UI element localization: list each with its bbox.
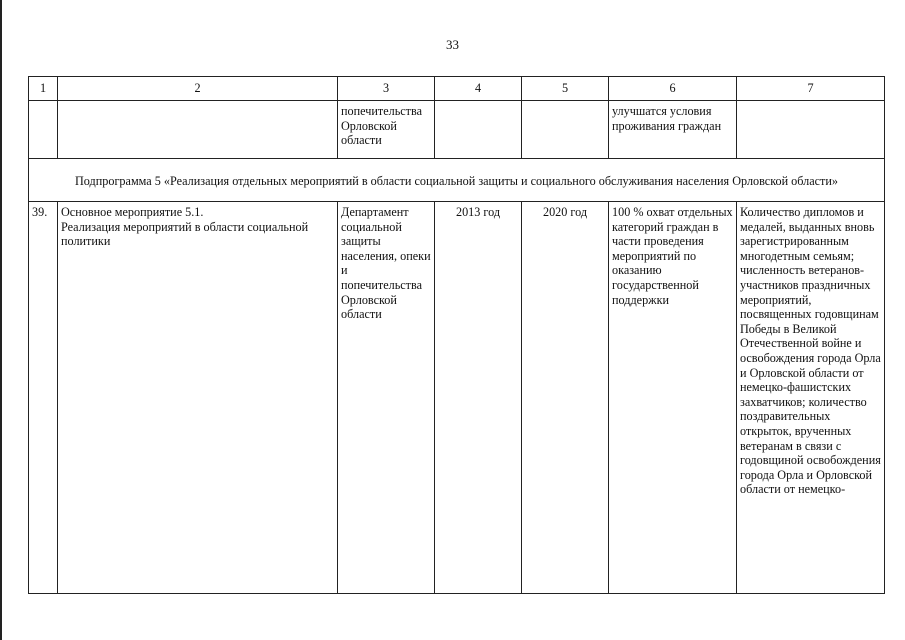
row-executor: Департамент социальной защиты населения, опеки и попечительства Орловской области — [338, 202, 435, 594]
cont-cell-indicators — [737, 101, 885, 159]
table-header-row — [29, 77, 885, 101]
cont-cell-number — [29, 101, 58, 159]
program-table — [28, 76, 885, 594]
header-cell-2: 2 — [58, 77, 338, 101]
cont-cell-end — [522, 101, 609, 159]
row-indicators: Количество дипломов и медалей, выданных вновь зарегистрированным многодетным семьям; численность ветеранов-участников праздничных мероприятий, посвященных годовщинам Победы в Великой Отечественной войне и освобождения города Орла и Орловской области от немецко-фашистских захватчиков; количество поздравительных открыток, врученных ветеранам в связи с годовщиной освобождения города Орла и Орловской области от немецко- — [737, 202, 885, 594]
subprogram-title: Подпрограмма 5 «Реализация отдельных мероприятий в области социальной защиты и социального обслуживания населения Орловской области» — [29, 159, 885, 202]
cont-cell-result: улучшатся условия проживания граждан — [609, 101, 737, 159]
row-number: 39. — [29, 202, 58, 594]
row-start-year: 2013 год — [435, 202, 522, 594]
header-cell-5: 5 — [522, 77, 609, 101]
measure-title: Основное мероприятие 5.1. — [61, 205, 204, 219]
page-left-edge — [0, 0, 2, 640]
measure-description: Реализация мероприятий в области социальной политики — [61, 219, 309, 249]
page-number: 33 — [446, 37, 459, 52]
header-cell-3: 3 — [338, 77, 435, 101]
table-row-subprogram — [29, 159, 885, 202]
header-cell-7: 7 — [737, 77, 885, 101]
header-cell-6: 6 — [609, 77, 737, 101]
row-measure — [58, 202, 338, 594]
cont-cell-start — [435, 101, 522, 159]
header-cell-1: 1 — [29, 77, 58, 101]
table-row-39 — [29, 202, 885, 594]
cont-cell-measure — [58, 101, 338, 159]
header-cell-4: 4 — [435, 77, 522, 101]
cont-cell-executor: попечительства Орловской области — [338, 101, 435, 159]
table-row-continuation — [29, 101, 885, 159]
row-expected-result: 100 % охват отдельных категорий граждан в части проведения мероприятий по оказанию государственной поддержки — [609, 202, 737, 594]
row-end-year: 2020 год — [522, 202, 609, 594]
